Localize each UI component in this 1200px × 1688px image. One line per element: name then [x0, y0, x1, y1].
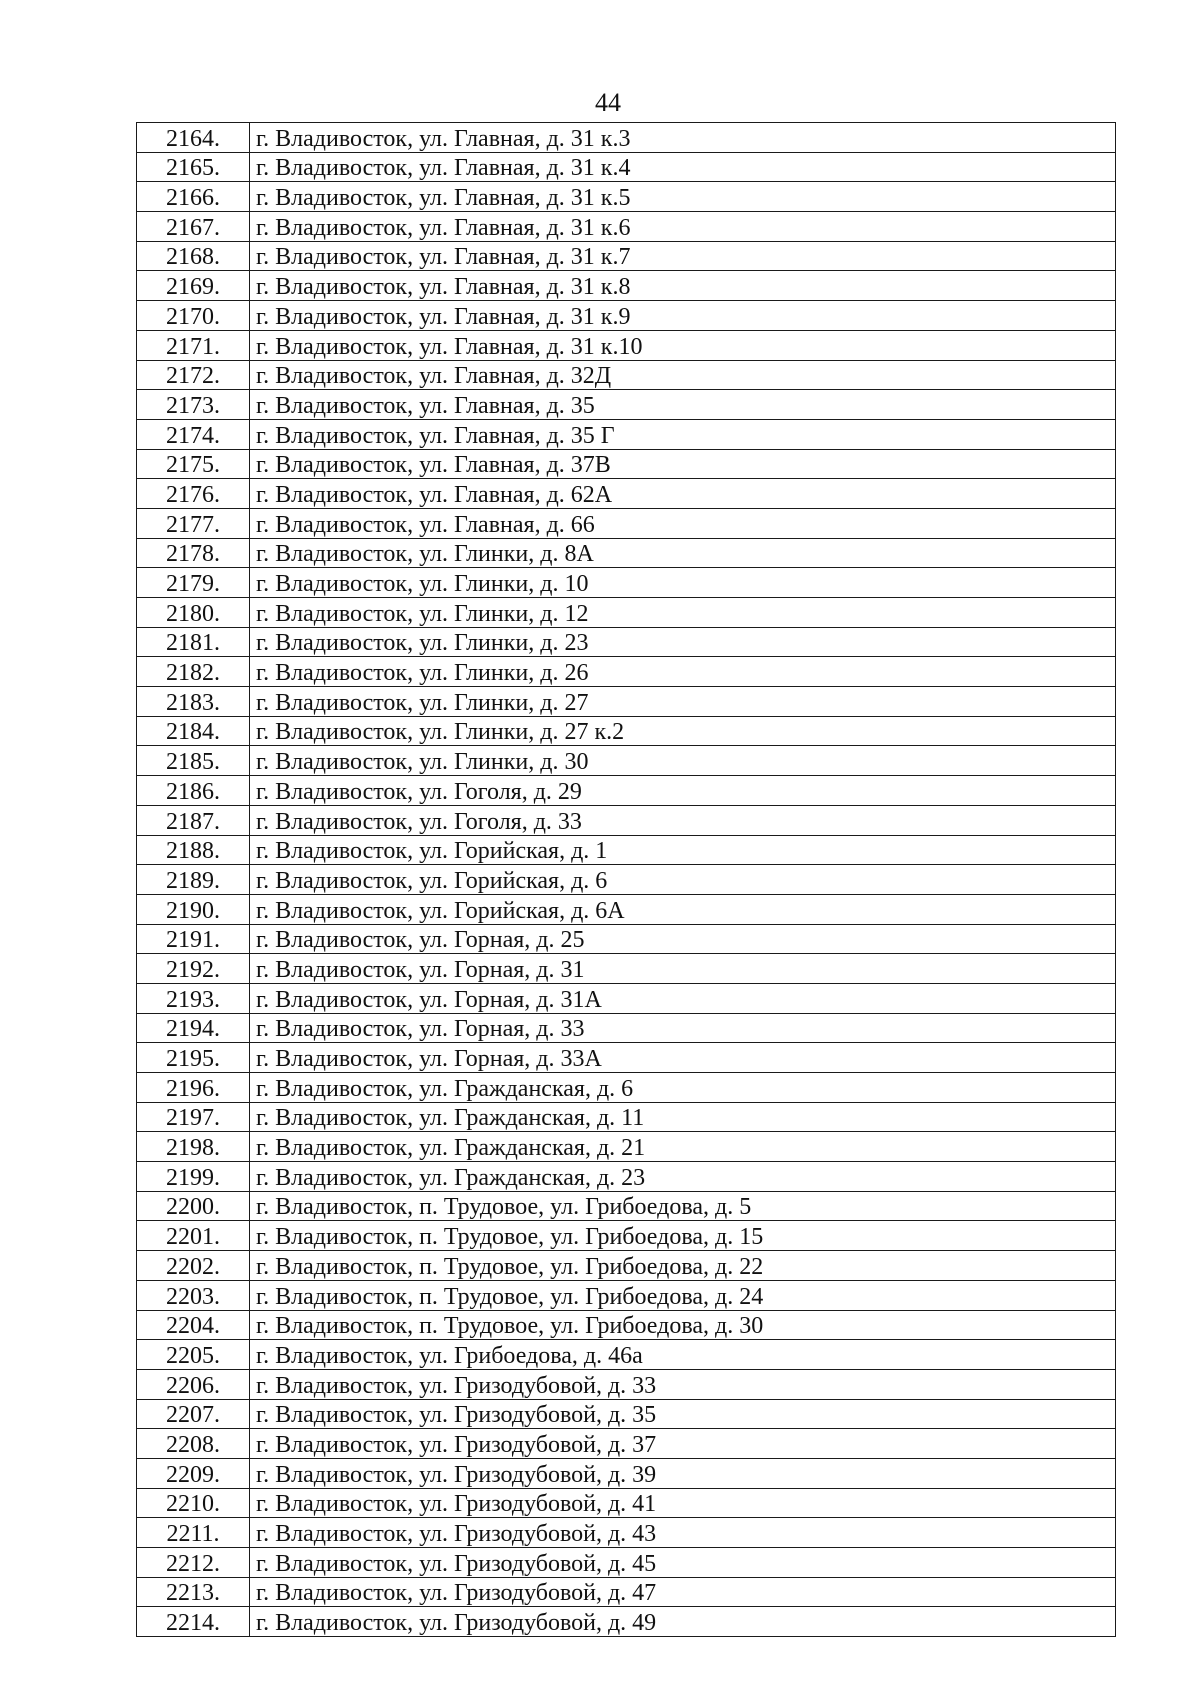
row-number-cell: 2208.: [137, 1429, 250, 1459]
address-cell: г. Владивосток, ул. Глинки, д. 23: [250, 627, 1116, 657]
table-row: [137, 152, 1116, 182]
row-number-cell: 2205.: [137, 1340, 250, 1370]
table-row: [137, 390, 1116, 420]
address-table-body: [137, 123, 1116, 1637]
table-row: [137, 627, 1116, 657]
address-cell: г. Владивосток, ул. Глинки, д. 30: [250, 746, 1116, 776]
row-number-cell: 2196.: [137, 1073, 250, 1103]
table-row: [137, 182, 1116, 212]
row-number-cell: 2181.: [137, 627, 250, 657]
row-number-cell: 2172.: [137, 360, 250, 390]
row-number-cell: 2180.: [137, 598, 250, 628]
table-row: [137, 1429, 1116, 1459]
row-number-cell: 2214.: [137, 1607, 250, 1637]
address-cell: г. Владивосток, ул. Главная, д. 31 к.7: [250, 241, 1116, 271]
address-cell: г. Владивосток, ул. Гризодубовой, д. 37: [250, 1429, 1116, 1459]
address-cell: г. Владивосток, ул. Глинки, д. 27 к.2: [250, 716, 1116, 746]
table-row: [137, 538, 1116, 568]
row-number-cell: 2187.: [137, 805, 250, 835]
table-row: [137, 1577, 1116, 1607]
table-row: [137, 1548, 1116, 1578]
row-number-cell: 2169.: [137, 271, 250, 301]
row-number-cell: 2192.: [137, 954, 250, 984]
row-number-cell: 2184.: [137, 716, 250, 746]
row-number-cell: 2201.: [137, 1221, 250, 1251]
address-cell: г. Владивосток, ул. Главная, д. 31 к.10: [250, 330, 1116, 360]
address-table: [136, 122, 1116, 1637]
address-cell: г. Владивосток, ул. Грибоедова, д. 46а: [250, 1340, 1116, 1370]
address-cell: г. Владивосток, ул. Гризодубовой, д. 35: [250, 1399, 1116, 1429]
table-row: [137, 1013, 1116, 1043]
address-cell: г. Владивосток, ул. Главная, д. 35 Г: [250, 419, 1116, 449]
row-number-cell: 2194.: [137, 1013, 250, 1043]
table-row: [137, 1310, 1116, 1340]
row-number-cell: 2202.: [137, 1251, 250, 1281]
address-cell: г. Владивосток, ул. Гризодубовой, д. 33: [250, 1369, 1116, 1399]
row-number-cell: 2200.: [137, 1191, 250, 1221]
table-row: [137, 271, 1116, 301]
row-number-cell: 2206.: [137, 1369, 250, 1399]
address-cell: г. Владивосток, ул. Гризодубовой, д. 45: [250, 1548, 1116, 1578]
table-row: [137, 1073, 1116, 1103]
table-row: [137, 1191, 1116, 1221]
table-row: [137, 1102, 1116, 1132]
table-row: [137, 1043, 1116, 1073]
address-cell: г. Владивосток, ул. Гризодубовой, д. 43: [250, 1518, 1116, 1548]
table-row: [137, 687, 1116, 717]
address-cell: г. Владивосток, п. Трудовое, ул. Грибоедова, д. 15: [250, 1221, 1116, 1251]
address-cell: г. Владивосток, ул. Горийская, д. 6А: [250, 894, 1116, 924]
table-row: [137, 776, 1116, 806]
table-row: [137, 924, 1116, 954]
table-row: [137, 479, 1116, 509]
table-row: [137, 241, 1116, 271]
row-number-cell: 2193.: [137, 983, 250, 1013]
row-number-cell: 2177.: [137, 508, 250, 538]
table-row: [137, 1488, 1116, 1518]
address-cell: г. Владивосток, ул. Гражданская, д. 21: [250, 1132, 1116, 1162]
row-number-cell: 2173.: [137, 390, 250, 420]
address-cell: г. Владивосток, ул. Главная, д. 31 к.8: [250, 271, 1116, 301]
row-number-cell: 2164.: [137, 123, 250, 153]
table-row: [137, 1221, 1116, 1251]
address-cell: г. Владивосток, ул. Гризодубовой, д. 39: [250, 1458, 1116, 1488]
row-number-cell: 2199.: [137, 1162, 250, 1192]
address-cell: г. Владивосток, п. Трудовое, ул. Грибоедова, д. 22: [250, 1251, 1116, 1281]
table-row: [137, 598, 1116, 628]
row-number-cell: 2210.: [137, 1488, 250, 1518]
table-row: [137, 865, 1116, 895]
table-row: [137, 568, 1116, 598]
table-row: [137, 746, 1116, 776]
address-cell: г. Владивосток, п. Трудовое, ул. Грибоедова, д. 30: [250, 1310, 1116, 1340]
row-number-cell: 2178.: [137, 538, 250, 568]
row-number-cell: 2213.: [137, 1577, 250, 1607]
address-cell: г. Владивосток, ул. Глинки, д. 27: [250, 687, 1116, 717]
row-number-cell: 2209.: [137, 1458, 250, 1488]
row-number-cell: 2170.: [137, 301, 250, 331]
row-number-cell: 2171.: [137, 330, 250, 360]
address-cell: г. Владивосток, ул. Горная, д. 33А: [250, 1043, 1116, 1073]
address-cell: г. Владивосток, ул. Гризодубовой, д. 47: [250, 1577, 1116, 1607]
address-cell: г. Владивосток, ул. Главная, д. 31 к.6: [250, 212, 1116, 242]
row-number-cell: 2168.: [137, 241, 250, 271]
address-cell: г. Владивосток, ул. Главная, д. 66: [250, 508, 1116, 538]
address-cell: г. Владивосток, ул. Глинки, д. 26: [250, 657, 1116, 687]
table-row: [137, 954, 1116, 984]
row-number-cell: 2203.: [137, 1280, 250, 1310]
row-number-cell: 2174.: [137, 419, 250, 449]
table-row: [137, 508, 1116, 538]
row-number-cell: 2165.: [137, 152, 250, 182]
address-cell: г. Владивосток, ул. Главная, д. 31 к.5: [250, 182, 1116, 212]
address-cell: г. Владивосток, ул. Гоголя, д. 29: [250, 776, 1116, 806]
table-row: [137, 1518, 1116, 1548]
address-cell: г. Владивосток, ул. Горная, д. 31: [250, 954, 1116, 984]
row-number-cell: 2191.: [137, 924, 250, 954]
row-number-cell: 2186.: [137, 776, 250, 806]
table-row: [137, 983, 1116, 1013]
row-number-cell: 2190.: [137, 894, 250, 924]
row-number-cell: 2198.: [137, 1132, 250, 1162]
address-cell: г. Владивосток, ул. Главная, д. 31 к.9: [250, 301, 1116, 331]
row-number-cell: 2189.: [137, 865, 250, 895]
table-row: [137, 330, 1116, 360]
address-cell: г. Владивосток, ул. Горная, д. 31А: [250, 983, 1116, 1013]
address-cell: г. Владивосток, ул. Глинки, д. 12: [250, 598, 1116, 628]
address-cell: г. Владивосток, ул. Гоголя, д. 33: [250, 805, 1116, 835]
table-row: [137, 419, 1116, 449]
table-row: [137, 1340, 1116, 1370]
address-cell: г. Владивосток, ул. Гризодубовой, д. 49: [250, 1607, 1116, 1637]
row-number-cell: 2207.: [137, 1399, 250, 1429]
row-number-cell: 2166.: [137, 182, 250, 212]
address-cell: г. Владивосток, ул. Горная, д. 33: [250, 1013, 1116, 1043]
table-row: [137, 1458, 1116, 1488]
table-row: [137, 835, 1116, 865]
address-cell: г. Владивосток, ул. Горийская, д. 1: [250, 835, 1116, 865]
table-row: [137, 1399, 1116, 1429]
row-number-cell: 2211.: [137, 1518, 250, 1548]
address-cell: г. Владивосток, ул. Гражданская, д. 23: [250, 1162, 1116, 1192]
address-cell: г. Владивосток, ул. Главная, д. 37В: [250, 449, 1116, 479]
address-cell: г. Владивосток, ул. Главная, д. 35: [250, 390, 1116, 420]
table-row: [137, 657, 1116, 687]
row-number-cell: 2167.: [137, 212, 250, 242]
table-row: [137, 1607, 1116, 1637]
address-cell: г. Владивосток, ул. Гражданская, д. 11: [250, 1102, 1116, 1132]
table-row: [137, 894, 1116, 924]
address-cell: г. Владивосток, ул. Гризодубовой, д. 41: [250, 1488, 1116, 1518]
row-number-cell: 2179.: [137, 568, 250, 598]
row-number-cell: 2175.: [137, 449, 250, 479]
row-number-cell: 2182.: [137, 657, 250, 687]
table-row: [137, 123, 1116, 153]
table-row: [137, 1280, 1116, 1310]
row-number-cell: 2197.: [137, 1102, 250, 1132]
address-cell: г. Владивосток, п. Трудовое, ул. Грибоедова, д. 24: [250, 1280, 1116, 1310]
table-row: [137, 360, 1116, 390]
address-cell: г. Владивосток, ул. Горная, д. 25: [250, 924, 1116, 954]
table-row: [137, 1132, 1116, 1162]
table-row: [137, 301, 1116, 331]
table-row: [137, 212, 1116, 242]
table-row: [137, 1162, 1116, 1192]
row-number-cell: 2188.: [137, 835, 250, 865]
table-row: [137, 716, 1116, 746]
row-number-cell: 2176.: [137, 479, 250, 509]
row-number-cell: 2185.: [137, 746, 250, 776]
row-number-cell: 2204.: [137, 1310, 250, 1340]
table-row: [137, 1251, 1116, 1281]
address-cell: г. Владивосток, ул. Главная, д. 31 к.4: [250, 152, 1116, 182]
address-cell: г. Владивосток, ул. Главная, д. 32Д: [250, 360, 1116, 390]
address-cell: г. Владивосток, ул. Глинки, д. 8А: [250, 538, 1116, 568]
page-number: 44: [595, 88, 621, 117]
table-row: [137, 805, 1116, 835]
address-cell: г. Владивосток, п. Трудовое, ул. Грибоедова, д. 5: [250, 1191, 1116, 1221]
address-cell: г. Владивосток, ул. Главная, д. 62А: [250, 479, 1116, 509]
address-cell: г. Владивосток, ул. Главная, д. 31 к.3: [250, 123, 1116, 153]
table-row: [137, 1369, 1116, 1399]
row-number-cell: 2183.: [137, 687, 250, 717]
address-cell: г. Владивосток, ул. Глинки, д. 10: [250, 568, 1116, 598]
table-row: [137, 449, 1116, 479]
address-cell: г. Владивосток, ул. Горийская, д. 6: [250, 865, 1116, 895]
row-number-cell: 2195.: [137, 1043, 250, 1073]
row-number-cell: 2212.: [137, 1548, 250, 1578]
address-cell: г. Владивосток, ул. Гражданская, д. 6: [250, 1073, 1116, 1103]
